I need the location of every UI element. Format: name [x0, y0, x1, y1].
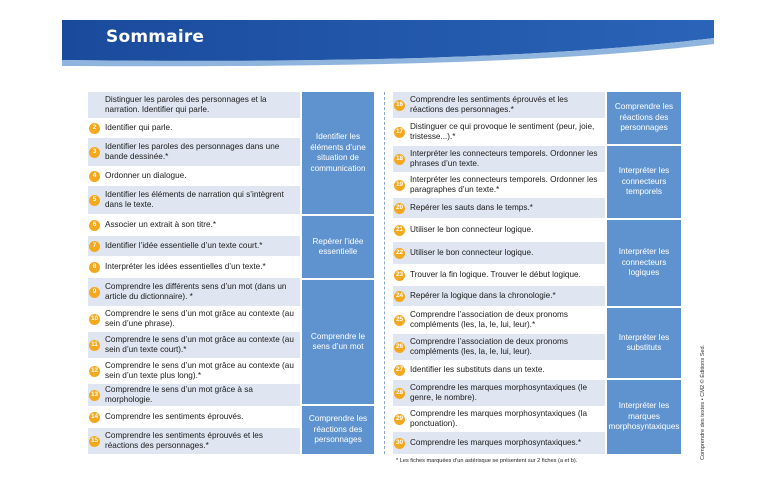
- category-label: Interpréter les connecteurs temporels: [607, 146, 681, 218]
- item-text: Identifier les éléments de narration qui s’intègrent dans le texte.: [105, 190, 284, 209]
- item-text: Identifier qui parle.: [105, 123, 173, 132]
- number-badge: 23: [394, 270, 405, 281]
- number-badge: 17: [394, 127, 405, 138]
- list-item[interactable]: [393, 118, 605, 146]
- list-item[interactable]: [88, 428, 300, 454]
- item-text: Interpréter les connecteurs temporels. Ordonner les paragraphes d’un texte.*: [410, 175, 598, 194]
- item-text: Utiliser le bon connecteur logique.: [410, 248, 534, 257]
- list-item[interactable]: [88, 332, 300, 358]
- number-badge: 12: [89, 366, 100, 377]
- list-item[interactable]: [88, 92, 300, 118]
- category-label: Comprendre les réactions des personnages: [302, 406, 374, 454]
- list-item[interactable]: [88, 118, 300, 138]
- item-text: Comprendre les sentiments éprouvés.: [105, 412, 244, 421]
- number-badge: 16: [394, 100, 405, 111]
- list-item[interactable]: [393, 306, 605, 334]
- number-badge: 14: [89, 412, 100, 423]
- number-badge: 8: [89, 262, 100, 273]
- item-text: Comprendre les sentiments éprouvés et les réactions des personnages.*: [410, 95, 568, 114]
- column-divider: [384, 92, 385, 454]
- item-text: Repérer les sauts dans le temps.*: [410, 203, 533, 212]
- number-badge: 2: [89, 123, 100, 134]
- category-label: Repérer l’idée essentielle: [302, 216, 374, 278]
- category-label: Identifier les éléments d’une situation de communication: [302, 92, 374, 214]
- list-item[interactable]: [88, 256, 300, 278]
- item-text: Comprendre les différents sens d’un mot (dans un article du dictionnaire). *: [105, 282, 287, 301]
- list-item[interactable]: [393, 198, 605, 218]
- number-badge: 3: [89, 147, 100, 158]
- item-text: Comprendre l’association de deux pronoms compléments (les, la, le, lui, leur).*: [410, 310, 568, 329]
- header-banner: [62, 20, 714, 68]
- list-item[interactable]: [88, 236, 300, 256]
- number-badge: 26: [394, 342, 405, 353]
- list-item[interactable]: [393, 406, 605, 432]
- list-item[interactable]: [393, 432, 605, 454]
- number-badge: 6: [89, 220, 100, 231]
- number-badge: 4: [89, 171, 100, 182]
- number-badge: 9: [89, 287, 100, 298]
- category-label: Interpréter les connecteurs logiques: [607, 220, 681, 306]
- list-item[interactable]: [393, 264, 605, 286]
- list-item[interactable]: [88, 214, 300, 236]
- number-badge: 10: [89, 314, 100, 325]
- list-item[interactable]: [393, 242, 605, 264]
- item-text: Comprendre le sens d’un mot grâce au contexte (au sein d’une phrase).: [105, 309, 294, 328]
- list-item[interactable]: [88, 406, 300, 428]
- list-item[interactable]: [393, 92, 605, 118]
- number-badge: 11: [89, 340, 100, 351]
- item-text: Identifier les substituts dans un texte.: [410, 365, 545, 374]
- item-text: Comprendre les marques morphosyntaxiques (le genre, le nombre).: [410, 383, 588, 402]
- number-badge: 5: [89, 195, 100, 206]
- number-badge: 28: [394, 388, 405, 399]
- number-badge: 18: [394, 154, 405, 165]
- list-item[interactable]: [88, 278, 300, 306]
- number-badge: 13: [89, 390, 100, 401]
- number-badge: 27: [394, 365, 405, 376]
- number-badge: 7: [89, 241, 100, 252]
- number-badge: 15: [89, 436, 100, 447]
- side-credit: Comprendre des textes • CM2 © Éditions Sed.: [700, 344, 706, 460]
- number-badge: 21: [394, 225, 405, 236]
- item-text: Comprendre le sens d’un mot grâce au contexte (au sein d’un texte plus long).*: [105, 361, 294, 380]
- item-text: Associer un extrait à son titre.*: [105, 220, 217, 229]
- item-text: Trouver la fin logique. Trouver le début logique.: [410, 270, 581, 279]
- list-item[interactable]: [393, 360, 605, 380]
- list-item[interactable]: [88, 384, 300, 406]
- list-item[interactable]: [88, 138, 300, 166]
- item-text: Comprendre les marques morphosyntaxiques.*: [410, 438, 582, 447]
- item-text: Comprendre l’association de deux pronoms compléments (les, la, le, lui, leur).: [410, 337, 568, 356]
- item-text: Repérer la logique dans la chronologie.*: [410, 291, 556, 300]
- number-badge: 30: [394, 438, 405, 449]
- item-text: Distinguer les paroles des personnages et la narration. Identifier qui parle.: [105, 95, 267, 114]
- item-text: Ordonner un dialogue.: [105, 171, 187, 180]
- item-text: Comprendre le sens d’un mot grâce au contexte (au sein d’un texte court).*: [105, 335, 294, 354]
- number-badge: 24: [394, 291, 405, 302]
- item-text: Interpréter les connecteurs temporels. Ordonner les phrases d’un texte.: [410, 149, 598, 168]
- item-text: Identifier l’idée essentielle d’un texte court.*: [105, 241, 263, 250]
- item-text: Comprendre les sentiments éprouvés et les réactions des personnages.*: [105, 431, 263, 450]
- list-item[interactable]: [393, 218, 605, 242]
- list-item[interactable]: [88, 358, 300, 384]
- number-badge: [89, 100, 100, 111]
- item-text: Comprendre les marques morphosyntaxiques (la ponctuation).: [410, 409, 588, 428]
- list-item[interactable]: [393, 334, 605, 360]
- list-item[interactable]: [88, 186, 300, 214]
- number-badge: 19: [394, 180, 405, 191]
- item-text: Identifier les paroles des personnages dans une bande dessinée.*: [105, 142, 280, 161]
- category-label: Comprendre le sens d’un mot: [302, 280, 374, 404]
- list-item[interactable]: [393, 286, 605, 306]
- number-badge: 20: [394, 203, 405, 214]
- category-label: Interpréter les substituts: [607, 308, 681, 378]
- item-text: Utiliser le bon connecteur logique.: [410, 225, 534, 234]
- list-item[interactable]: [393, 146, 605, 172]
- item-text: Interpréter les idées essentielles d’un texte.*: [105, 262, 266, 271]
- item-text: Comprendre le sens d’un mot grâce à sa morphologie.: [105, 385, 253, 404]
- list-item[interactable]: [88, 306, 300, 332]
- page-title: Sommaire: [106, 27, 205, 47]
- footnote: * Les fiches marquées d’un astérisque se présentent sur 2 fiches (a et b).: [396, 458, 578, 464]
- number-badge: 22: [394, 248, 405, 259]
- list-item[interactable]: [393, 172, 605, 198]
- number-badge: 29: [394, 414, 405, 425]
- list-item[interactable]: [88, 166, 300, 186]
- category-label: Interpréter les marques morphosyntaxiques: [607, 380, 681, 454]
- item-text: Distinguer ce qui provoque le sentiment (peur, joie, tristesse...).*: [410, 122, 595, 141]
- number-badge: 25: [394, 315, 405, 326]
- category-label: Comprendre les réactions des personnages: [607, 92, 681, 144]
- list-item[interactable]: [393, 380, 605, 406]
